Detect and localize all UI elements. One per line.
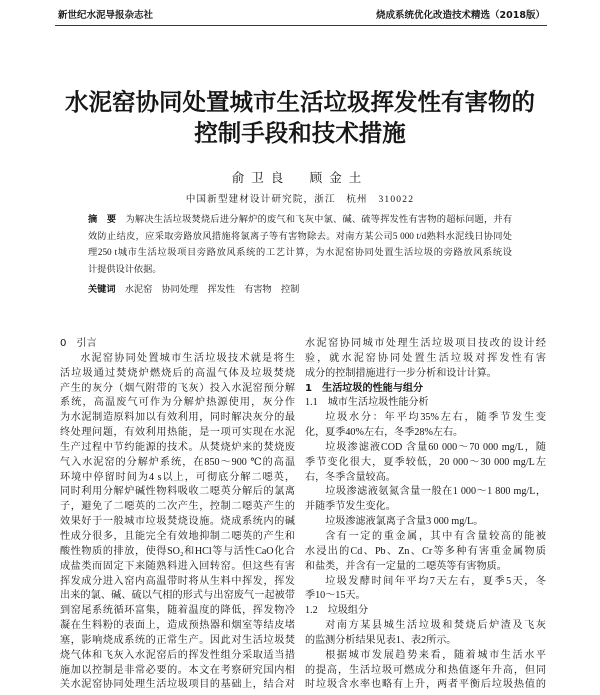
body-text-line: 气入水泥窑的分解炉系统，在850～900 ℃的高温 xyxy=(60,456,295,468)
body-text-line: 垃圾渗滤液COD 含量60 000～70 000 mg/L，随 xyxy=(325,441,546,453)
body-text-line: 并随季节发生变化。 xyxy=(305,501,396,513)
keyword: 控制 xyxy=(280,284,300,294)
body-text-line: 酸性物质的排放，使得SO₂和HCl等与活性CaO化合 xyxy=(60,545,295,557)
body-text-line: 含有一定的重金属，其中有含量较高的能被 xyxy=(325,530,546,542)
running-header-book-title: 烧成系统优化改造技术精选（2018版） xyxy=(376,10,545,21)
authors: 俞卫良 顾金土 xyxy=(231,171,369,185)
body-text-line: 产生的灰分（烟气附带的飞灰）投入水泥窑预分解 xyxy=(60,382,295,394)
body-text-line: 和盐类，并含有一定量的二噁英等有害物质。 xyxy=(305,560,507,572)
body-text-line: 的提高，生活垃圾可燃成分和热值逐年升高，但同 xyxy=(305,664,546,676)
abstract-label: 摘 要 xyxy=(88,214,117,225)
body-text-line: 施加以控制是非常必要的。本文在考察研究国内相 xyxy=(60,664,295,676)
keyword: 有害物 xyxy=(244,284,272,294)
body-text-line: 环境中停留时间为4 s以上，可彻底分解二噁英， xyxy=(60,471,295,483)
body-text-line: 终处理问题，有效利用热能，是一项可实现在水泥 xyxy=(60,427,295,439)
body-text-line: 右，冬季含量较高。 xyxy=(305,471,396,483)
body-text-line: 季10～15天。 xyxy=(305,590,366,602)
section-heading-1: 1 生活垃圾的性能与组分 xyxy=(305,382,424,394)
body-text-line: 到窑尾系统循环富集，随着温度的降低，挥发物冷 xyxy=(60,605,295,617)
body-text-line: 根据城市发展趋势来看，随着城市生活水平 xyxy=(325,649,546,661)
body-text-line: 时垃圾含水率也略有上升，两者平衡后垃圾热值的 xyxy=(305,679,546,691)
running-header-publisher: 新世纪水泥导报杂志社 xyxy=(58,10,154,21)
abstract-line: 理250 t城市生活垃圾项目旁路放风系统的工艺计算，为水泥窑协同处置生活垃圾的旁路放风系统设 xyxy=(88,247,512,257)
body-text-line: 垃圾渗滤液氨氮含量一般在1 000～1 800 mg/L， xyxy=(325,486,546,498)
body-text-line: 同时利用分解炉碱性物料吸收二噁英分解后的氯离 xyxy=(60,486,295,498)
right-column xyxy=(305,337,546,693)
affiliation: 中国新型建材设计研究院，浙江 杭州 310022 xyxy=(185,195,415,205)
abstract-line: 效防止结皮，应采取旁路放风措施将氯离子等有害物除去。对南方某公司5 000 t/d熟料水泥线日协同处 xyxy=(88,230,512,241)
body-text-line: 成分的控制措施进行一步分析和设计计算。 xyxy=(305,367,497,379)
section-heading-introduction: 0 引言 xyxy=(60,338,97,349)
paper-title-line-2: 控制手段和技术措施 xyxy=(194,119,406,147)
body-text-line: 化，夏季40%左右，冬季28%左右。 xyxy=(305,427,464,439)
body-text-line: 垃圾渗滤液氯离子含量3 000 mg/L。 xyxy=(325,516,484,528)
body-text-line: 出来的氯、碱、硫以气相的形式与出窑废气一起被带 xyxy=(60,590,295,602)
subsection-heading-1-2: 1.2 垃圾组分 xyxy=(305,605,369,617)
body-text-line: 烧气体和飞灰入水泥窑后的挥发性组分采取适当措 xyxy=(60,649,295,661)
keyword: 挥发性 xyxy=(207,284,235,294)
abstract xyxy=(88,211,512,277)
header-rule xyxy=(55,25,547,26)
body-text-line: 活垃圾通过焚烧炉燃烧后的高温气体及垃圾焚烧 xyxy=(60,367,295,379)
body-text-line: 验，就水泥窑协同处置生活垃圾对挥发性有害 xyxy=(305,352,546,364)
body-text-line: 季节变化很大，夏季较低，20 000～30 000 mg/L左 xyxy=(305,456,546,468)
body-text-line: 子，避免了二噁英的二次产生，控制二噁英产生的 xyxy=(60,501,295,513)
left-column xyxy=(60,337,295,693)
body-text-line: 性成分很多，且能完全有效地抑制二噁英的产生和 xyxy=(60,530,295,542)
body-text-line: 塞，影响烧成系统的正常生产。因此对生活垃圾焚 xyxy=(60,634,295,646)
body-text-line: 对南方某县城生活垃圾和焚烧后炉渣及飞灰 xyxy=(325,620,546,632)
abstract-line xyxy=(88,211,512,228)
body-text-line: 成盐类而固定下来随熟料进入回转窑。但这些有害 xyxy=(60,560,295,572)
body-text-line: 水泥窑协同城市处理生活垃圾项目技改的设计经 xyxy=(305,338,546,349)
subsection-heading-1-1: 1.1 城市生活垃圾性能分析 xyxy=(305,397,429,409)
abstract-line: 计提供设计依据。 xyxy=(88,263,162,274)
keyword: 协同处理 xyxy=(161,284,199,294)
body-text-line: 的监测分析结果见表1、表2所示。 xyxy=(305,634,457,646)
body-text-line: 水浸出的Cd、Pb、Zn、Cr等多种有害重金属物质 xyxy=(305,545,546,557)
paper-title-line-1: 水泥窑协同处置城市生活垃圾挥发性有害物的 xyxy=(65,88,535,116)
keyword: 水泥窑 xyxy=(124,284,153,294)
body-text-line: 垃圾发酵时间年平均7天左右，夏季5天，冬 xyxy=(325,575,546,587)
body-text-line: 垃圾水分：年平均35%左右，随季节发生变 xyxy=(325,412,546,424)
body-text-line: 生产过程中节约能源的技术。从焚烧炉来的焚烧废 xyxy=(60,441,295,453)
keywords xyxy=(88,281,512,299)
body-text-line: 关水泥窑协同处理生活垃圾项目的基础上，结合对 xyxy=(60,679,295,691)
body-text-line: 挥发成分进入窑内高温带时将从生料中挥发，挥发 xyxy=(60,575,295,587)
body-text-line: 系统，高温废气可作为分解炉热源使用，灰分作 xyxy=(60,397,295,409)
body-text-line: 水泥窑协同处置城市生活垃圾技术就是将生 xyxy=(80,352,295,364)
keywords-label: 关键词 xyxy=(88,284,116,295)
body-text-line: 凝在生料粉的表面上，造成预热器和烟室等结皮堵 xyxy=(60,620,295,632)
body-text-line: 为水泥制造原料加以有效利用，同时解决灰分的最 xyxy=(60,412,295,424)
abstract-text: 为解决生活垃圾焚烧后进分解炉的废气和飞灰中氯、碱、硫等挥发性有害物的超标问题，并有 xyxy=(125,214,512,224)
body-text-line: 效果好于一般城市垃圾焚烧设施。烧成系统内的碱 xyxy=(60,516,295,528)
